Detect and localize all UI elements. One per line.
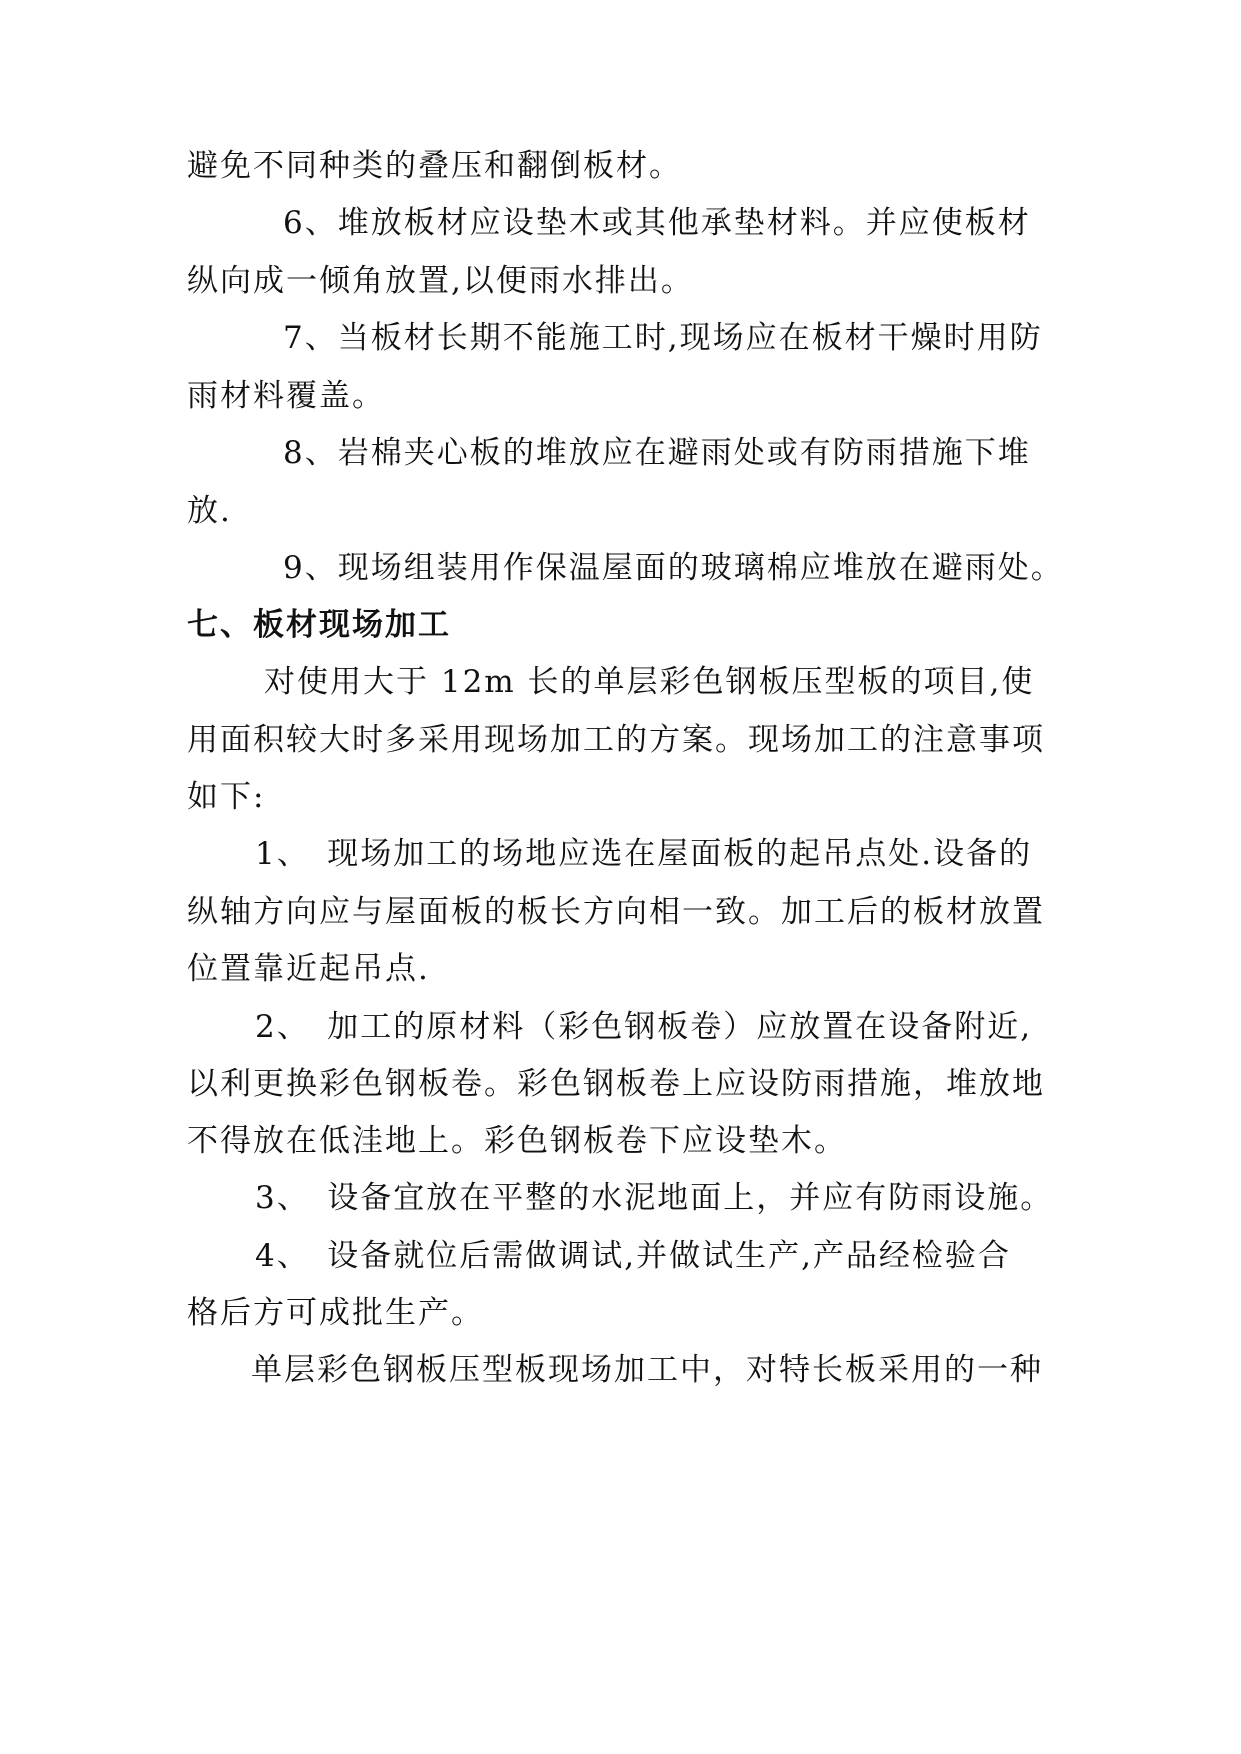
list-item-8: 8、岩棉夹心板的堆放应在避雨处或有防雨措施下堆 — [283, 435, 1031, 471]
list-item-9: 9、现场组装用作保温屋面的玻璃棉应堆放在避雨处。 — [283, 550, 1064, 586]
body-line: 如下: — [187, 779, 266, 815]
body-line: 格后方可成批生产。 — [187, 1295, 484, 1331]
list-item-3: 3、 设备宜放在平整的水泥地面上，并应有防雨设施。 — [255, 1180, 1054, 1216]
list-item-1: 1、 现场加工的场地应选在屋面板的起吊点处.设备的 — [255, 836, 1033, 872]
body-line: 雨材料覆盖。 — [187, 378, 385, 414]
body-line: 单层彩色钢板压型板现场加工中，对特长板采用的一种 — [251, 1352, 1043, 1388]
body-line: 用面积较大时多采用现场加工的方案。现场加工的注意事项 — [187, 722, 1045, 758]
body-line: 对使用大于 12m 长的单层彩色钢板压型板的项目,使 — [264, 664, 1035, 700]
list-item-2: 2、 加工的原材料（彩色钢板卷）应放置在设备附近, — [255, 1009, 1033, 1045]
body-line: 位置靠近起吊点. — [187, 951, 430, 987]
body-line: 放. — [187, 493, 232, 529]
body-line: 不得放在低洼地上。彩色钢板卷下应设垫木。 — [187, 1123, 847, 1159]
body-line: 纵向成一倾角放置,以便雨水排出。 — [187, 263, 694, 299]
body-line: 纵轴方向应与屋面板的板长方向相一致。加工后的板材放置 — [187, 894, 1045, 930]
body-line: 避免不同种类的叠压和翻倒板材。 — [187, 148, 682, 184]
body-line: 以利更换彩色钢板卷。彩色钢板卷上应设防雨措施，堆放地 — [187, 1066, 1045, 1102]
section-heading: 七、板材现场加工 — [187, 607, 451, 643]
list-item-6: 6、堆放板材应设垫木或其他承垫材料。并应使板材 — [283, 205, 1031, 241]
list-item-7: 7、当板材长期不能施工时,现场应在板材干燥时用防 — [283, 320, 1043, 356]
list-item-4: 4、 设备就位后需做调试,并做试生产,产品经检验合 — [255, 1238, 1011, 1274]
